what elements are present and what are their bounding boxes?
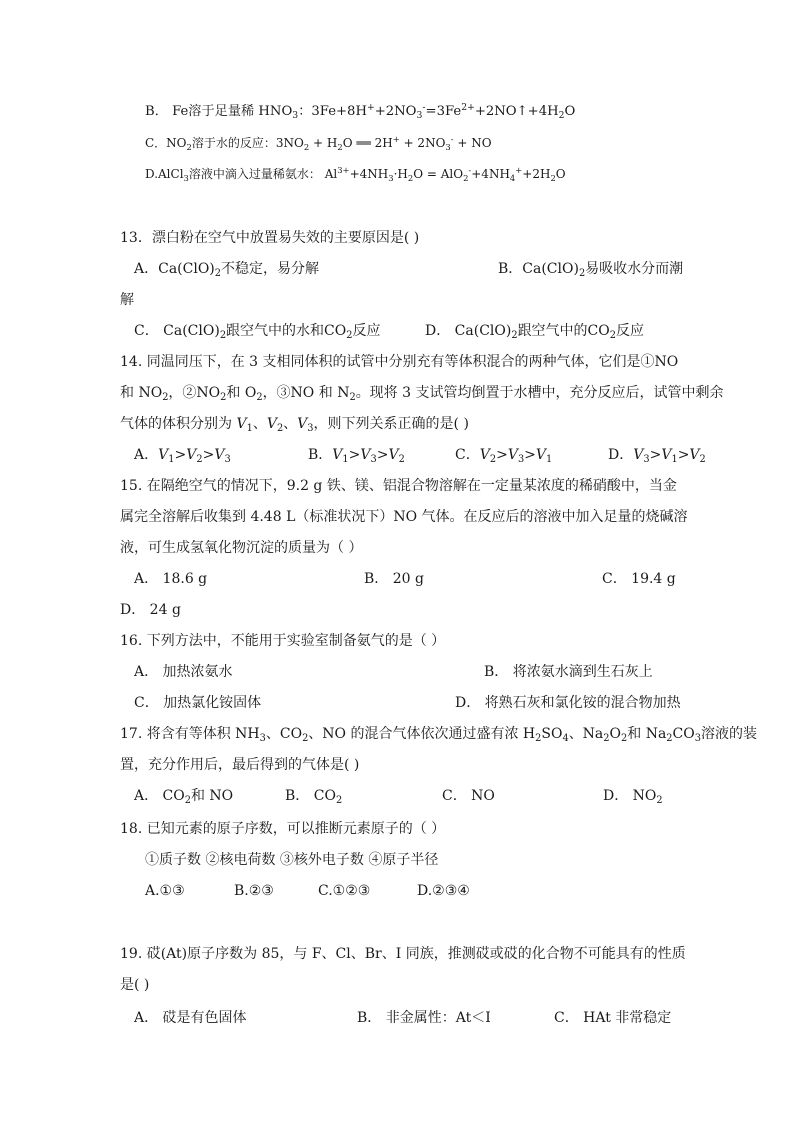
- text-line-q15-3: 液，可生成氢氧化物沉淀的质量为（ ）: [120, 540, 363, 556]
- text-line-q13-d: D． $Ca(ClO)_2$跟空气中的$CO_2$反应: [425, 323, 644, 341]
- text-line-q18-a: A.①③: [145, 883, 185, 899]
- text-line-q19-c: C． HAt 非常稳定: [554, 1010, 672, 1026]
- text-line-q16: 16. 下列方法中，不能用于实验室制备氨气的是（ ）: [120, 633, 446, 649]
- text-line-q16-c: C． 加热氯化铵固体: [134, 695, 262, 711]
- text-line-q17-2: 置，充分作用后，最后得到的气体是( ): [120, 757, 360, 773]
- text-line-q17-c: C． NO: [442, 788, 495, 804]
- text-line-q16-b: B． 将浓氨水滴到生石灰上: [484, 664, 653, 680]
- text-line-q18: 18. 已知元素的原子序数，可以推断元素原子的（ ）: [120, 821, 446, 837]
- text-line-q19-b: B． 非金属性：At＜I: [357, 1010, 491, 1026]
- text-line-q17-d: D． $NO_2$: [603, 788, 663, 806]
- text-line-ln-d: D.AlCl$_3$溶液中滴入过量稀氨水： $Al^{3+}+4NH_3\cdot H_2O = AlO_2^-+4NH_4^++2H_2O$: [145, 165, 566, 183]
- text-line-q13-a: A．$Ca(ClO)_2$不稳定，易分解: [134, 261, 319, 279]
- text-line-q19-2: 是( ): [120, 977, 150, 993]
- text-line-q13: 13．漂白粉在空气中放置易失效的主要原因是( ): [120, 230, 420, 246]
- text-line-q15-d: D． 24 g: [120, 602, 181, 618]
- text-line-ln-b: B． Fe溶于足量稀 $HNO_3$：$3Fe+8H^++2NO_3^-=3Fe^{2+}+2NO↑+4H_2O$: [145, 102, 576, 121]
- text-line-q19-a: A． 砹是有色固体: [134, 1010, 247, 1026]
- text-line-q17-1: 17. 将含有等体积 $NH_3$、$CO_2$、NO 的混合气体依次通过盛有浓 $H_2SO_4$、$Na_2O_2$和 $Na_2CO_3$溶液的装: [120, 726, 757, 744]
- text-line-q15-a: A． 18.6 g: [134, 571, 208, 587]
- text-line-q18-opts: ①质子数 ②核电荷数 ③核外电子数 ④原子半径: [145, 852, 439, 868]
- text-line-q15-c: C． 19.4 g: [602, 571, 676, 587]
- text-line-q14-2: 和 $NO_2$，$②NO_2$和 $O_2$，③NO 和 $N_2$。现将 3 支试管均倒置于水槽中，充分反应后，试管中剩余: [120, 385, 724, 403]
- text-line-q19-1: 19. 砹(At)原子序数为 85，与 F、Cl、Br、I 同族，推测砹或砹的化合物不可能具有的性质: [120, 946, 686, 962]
- text-line-q18-d: D.②③④: [417, 883, 470, 899]
- text-line-q17-b: B． $CO_2$: [285, 788, 343, 806]
- text-line-q13-c: C． $Ca(ClO)_2$跟空气中的水和$CO_2$反应: [134, 323, 381, 341]
- text-line-q14-a: A．$V_1>V_2>V_3$: [134, 447, 231, 465]
- text-line-q15-b: B． 20 g: [364, 571, 424, 587]
- text-line-q15-1: 15. 在隔绝空气的情况下，9.2 g 铁、镁、铝混合物溶解在一定量某浓度的稀硝酸中，当金: [120, 478, 677, 494]
- text-line-q13-b: B．$Ca(ClO)_2$易吸收水分而潮: [498, 261, 684, 279]
- text-line-q16-d: D． 将熟石灰和氯化铵的混合物加热: [455, 695, 681, 711]
- text-line-q14-d: D．$V_3>V_1>V_2$: [608, 447, 706, 465]
- text-line-q18-c: C.①②③: [318, 883, 371, 899]
- text-line-q14-1: 14. 同温同压下，在 3 支相同体积的试管中分别充有等体积混合的两种气体，它们是①NO: [120, 354, 679, 370]
- text-line-ln-c: C．$NO_2$溶于水的反应：$3NO_2 + H_2O$ ══ $2H^+ + 2NO_3^-$ + NO: [145, 134, 492, 152]
- text-line-q15-2: 属完全溶解后收集到 4.48 L（标准状况下）NO 气体。在反应后的溶液中加入足量的烧碱溶: [120, 509, 688, 525]
- text-line-q14-b: B．$V_1>V_3>V_2$: [308, 447, 405, 465]
- text-line-q14-c: C．$V_2>V_3>V_1$: [455, 447, 553, 465]
- text-line-q13-b2: 解: [120, 292, 134, 308]
- text-line-q14-3: 气体的体积分别为 $V_1$、$V_2$、$V_3$，则下列关系正确的是( ): [120, 416, 469, 434]
- text-line-q17-a: A． $CO_2$和 NO: [134, 788, 234, 806]
- text-line-q18-b: B.②③: [234, 883, 274, 899]
- text-line-q16-a: A． 加热浓氨水: [134, 664, 233, 680]
